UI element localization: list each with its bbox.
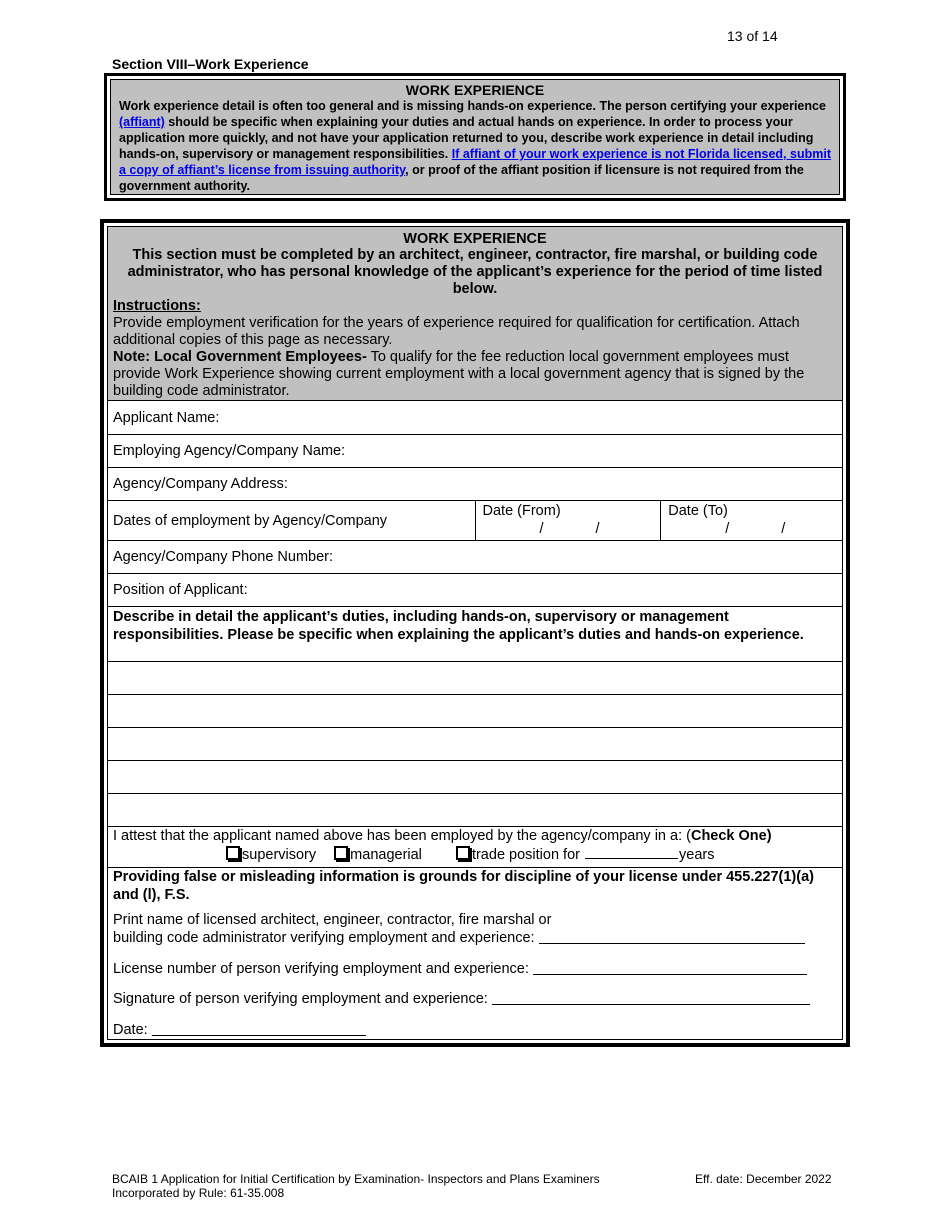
trade-position-checkbox[interactable]: [456, 846, 470, 860]
work-experience-notice: [104, 73, 846, 201]
notice-body: [119, 98, 831, 194]
employment-dates-row: [108, 501, 842, 541]
years-input[interactable]: [585, 846, 678, 859]
form-title: WORK EXPERIENCE: [403, 231, 547, 247]
employing-agency-label: Employing Agency/Company Name:: [113, 443, 346, 459]
notice-text-3: , or proof of the affiant position if licensure is not required from the government authority.: [119, 163, 804, 193]
license-number-label: License number of person verifying employment and experience:: [113, 961, 529, 977]
print-name-label-1: Print name of licensed architect, engineer, contractor, fire marshal or: [113, 912, 552, 928]
date-to-label: Date (To): [668, 503, 728, 519]
supervisory-option[interactable]: supervisory: [226, 847, 316, 863]
instructions-text: Provide employment verification for the years of experience required for qualification for certification. Attach additional copies of this page as necessary.: [113, 315, 800, 348]
signature-input[interactable]: [492, 990, 810, 1005]
notice-title: WORK EXPERIENCE: [405, 82, 545, 98]
form-header: [108, 227, 842, 401]
form-inner: [107, 226, 843, 1040]
notice-text-2: should be specific when explaining your duties and actual hands on experience. In order to process your application more quickly, and not have your application returned to you, describe work experience in detail including hands-on, supervisory or management responsibilities.: [119, 115, 814, 161]
date-from-field[interactable]: [476, 501, 662, 540]
note-text: To qualify for the fee reduction local government employees must provide Work Experience showing current employment with a local government agency that is signed by the building code administrator.: [113, 349, 805, 399]
managerial-option[interactable]: managerial: [334, 847, 422, 863]
license-authority-link[interactable]: If affiant of your work experience is not Florida licensed, submit a copy of affiant’s license from issuing authority: [119, 147, 831, 177]
notice-text-1: Work experience detail is often too general and is missing hands-on experience. The person certifying your experience: [119, 99, 826, 113]
duties-description-label: Describe in detail the applicant’s duties, including hands-on, supervisory or management responsibilities. Please be specific when explaining the applicant’s duties and hands-on experience.: [108, 607, 842, 662]
phone-field[interactable]: [108, 541, 842, 574]
agency-address-label: Agency/Company Address:: [113, 476, 288, 492]
signature-label: Signature of person verifying employment and experience:: [113, 991, 488, 1007]
employing-agency-field[interactable]: [108, 435, 842, 468]
footer: [112, 1172, 600, 1200]
print-name-input[interactable]: [539, 929, 805, 944]
work-experience-form: [100, 219, 850, 1047]
trade-position-option[interactable]: trade position for years: [456, 847, 715, 863]
false-info-warning: Providing false or misleading information is grounds for discipline of your license under 455.227(1)(a) and (l), F.S.: [113, 869, 814, 903]
duties-line-2[interactable]: [108, 695, 842, 728]
signature-field[interactable]: [113, 990, 837, 1008]
duties-line-3[interactable]: [108, 728, 842, 761]
print-name-label-2: building code administrator verifying employment and experience:: [113, 930, 535, 946]
years-label: years: [679, 847, 715, 863]
phone-label: Agency/Company Phone Number:: [113, 549, 334, 565]
date-from-label: Date (From): [482, 503, 561, 519]
position-label: Position of Applicant:: [113, 582, 248, 598]
license-number-field[interactable]: [113, 960, 837, 978]
date-field[interactable]: [113, 1021, 837, 1039]
date-input[interactable]: [152, 1021, 366, 1036]
attest-text: I attest that the applicant named above has been employed by the agency/company in a: (Check One): [113, 828, 772, 844]
affiant-link[interactable]: (affiant): [119, 115, 165, 129]
footer-eff-date: Eff. date: December 2022: [695, 1172, 832, 1186]
page-number: 13 of 14: [727, 28, 778, 44]
section-title: Section VIII–Work Experience: [112, 56, 309, 72]
instructions-label: Instructions:: [113, 298, 201, 314]
date-to-field[interactable]: [661, 501, 842, 540]
footer-rule: Incorporated by Rule: 61-35.008: [112, 1186, 285, 1200]
duties-line-5[interactable]: [108, 794, 842, 827]
footer-form-title: BCAIB 1 Application for Initial Certification by Examination- Inspectors and Plans Examiners: [112, 1172, 600, 1186]
position-field[interactable]: [108, 574, 842, 607]
verification-section: [108, 868, 842, 1039]
date-from-slashes: / /: [539, 521, 600, 537]
dates-label: Dates of employment by Agency/Company: [108, 501, 476, 540]
date-to-slashes: / /: [725, 521, 786, 537]
note: [113, 349, 837, 400]
supervisory-checkbox[interactable]: [226, 846, 240, 860]
applicant-name-label: Applicant Name:: [113, 409, 220, 426]
applicant-name-field[interactable]: [108, 401, 842, 435]
managerial-checkbox[interactable]: [334, 846, 348, 860]
note-label: Note: Local Government Employees-: [113, 349, 367, 365]
form-subtitle: This section must be completed by an architect, engineer, contractor, fire marshal, or building code administrator, who has personal knowledge of the applicant’s experience for the period of time listed below.: [127, 247, 823, 297]
date-label: Date:: [113, 1022, 148, 1038]
attestation: [108, 827, 842, 868]
position-checkboxes: [113, 846, 837, 864]
notice-inner: [110, 79, 840, 195]
check-one-label: Check One): [690, 828, 772, 844]
duties-line-1[interactable]: [108, 662, 842, 695]
duties-line-4[interactable]: [108, 761, 842, 794]
license-number-input[interactable]: [533, 960, 807, 975]
agency-address-field[interactable]: [108, 468, 842, 501]
print-name-field[interactable]: [113, 929, 837, 947]
